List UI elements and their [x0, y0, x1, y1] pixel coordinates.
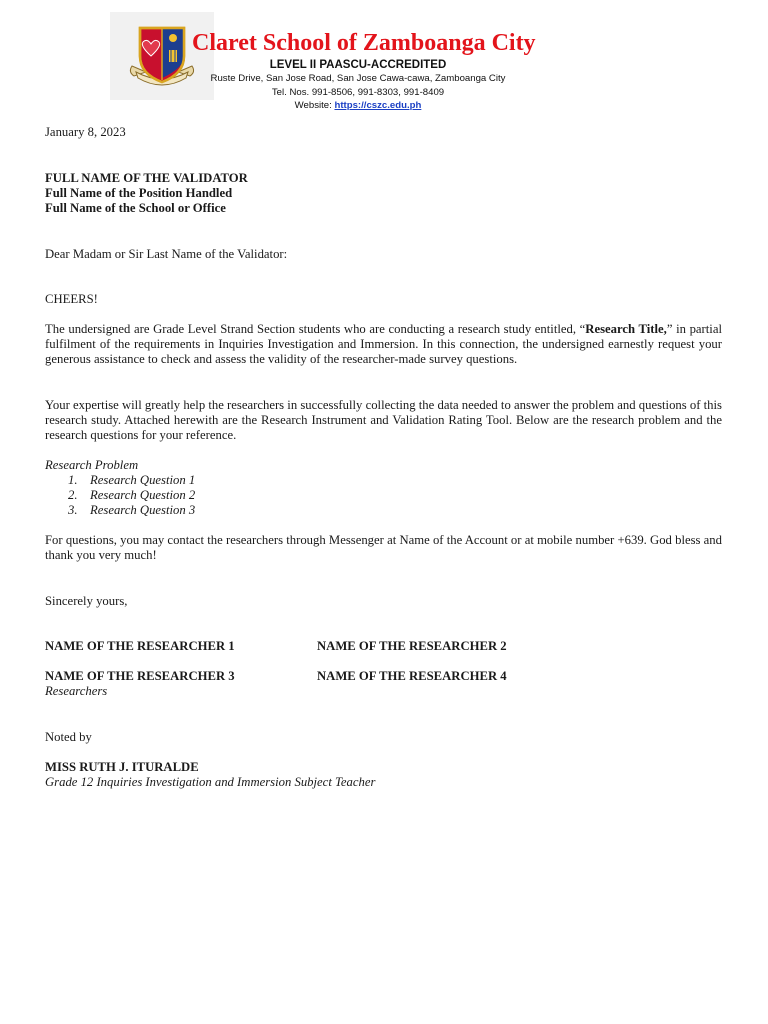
- school-name: Claret School of Zamboanga City: [192, 30, 536, 56]
- researcher-3-name: NAME OF THE RESEARCHER 3: [45, 669, 235, 683]
- researcher-2-name: NAME OF THE RESEARCHER 2: [317, 639, 507, 653]
- list-item: [68, 503, 195, 518]
- body-paragraph-1: [45, 322, 722, 367]
- letterhead: [110, 10, 610, 111]
- teacher-role: Grade 12 Inquiries Investigation and Immersion Subject Teacher: [45, 775, 376, 789]
- research-title: Research Title,: [585, 322, 667, 336]
- website-label: Website:: [294, 100, 335, 111]
- recipient-position: Full Name of the Position Handled: [45, 186, 233, 200]
- letter-date: January 8, 2023: [45, 125, 126, 139]
- list-item: [68, 488, 195, 503]
- list-item-number: 1.: [68, 473, 78, 487]
- body-paragraph-2: Your expertise will greatly help the researchers in successfully collecting the data needed to answer the problem and questions of this research study. Attached herewith are the Research Instrument and Validation Rating Tool. Below are the research problem and the research questions for your reference.: [45, 398, 722, 442]
- recipient-name: FULL NAME OF THE VALIDATOR: [45, 171, 248, 185]
- website-link[interactable]: https://cszc.edu.ph: [334, 100, 422, 111]
- list-item-text: Research Question 3: [90, 503, 196, 517]
- researchers-label: Researchers: [45, 684, 108, 698]
- accreditation-line: LEVEL II PAASCU-ACCREDITED: [269, 59, 447, 71]
- research-question-list: [68, 473, 195, 518]
- teacher-name: MISS RUTH J. ITURALDE: [45, 760, 199, 774]
- research-problem: Research Problem: [45, 458, 139, 472]
- greeting: CHEERS!: [45, 292, 98, 306]
- list-item-text: Research Question 2: [90, 488, 196, 502]
- school-address: Ruste Drive, San Jose Road, San Jose Cawa-cawa, Zamboanga City: [210, 73, 506, 84]
- researcher-4-name: NAME OF THE RESEARCHER 4: [317, 669, 507, 683]
- list-item-number: 2.: [68, 488, 78, 502]
- body-1-part-2: ” in partial fulfilment of the requirements in Inquiries Investigation and Immersion. In this connection, the undersigned earnestly request your generous assistance to check and assess the validity of the researcher-made survey questions.: [45, 322, 722, 366]
- salutation: Dear Madam or Sir Last Name of the Validator:: [45, 247, 288, 261]
- list-item-number: 3.: [68, 503, 78, 517]
- researcher-1-name: NAME OF THE RESEARCHER 1: [45, 639, 235, 653]
- school-website-line: [148, 100, 568, 112]
- closing: Sincerely yours,: [45, 594, 128, 608]
- body-1-part-1: The undersigned are Grade Level Strand Section students who are conducting a research study entitled, “: [45, 322, 586, 336]
- recipient-school: Full Name of the School or Office: [45, 201, 226, 215]
- noted-by-label: Noted by: [45, 730, 92, 744]
- school-telephone: Tel. Nos. 991-8506, 991-8303, 991-8409: [271, 87, 445, 98]
- body-paragraph-3: For questions, you may contact the researchers through Messenger at Name of the Account or at mobile number +639. God bless and thank you very much!: [45, 533, 722, 562]
- list-item: [68, 473, 195, 488]
- list-item-text: Research Question 1: [90, 473, 196, 487]
